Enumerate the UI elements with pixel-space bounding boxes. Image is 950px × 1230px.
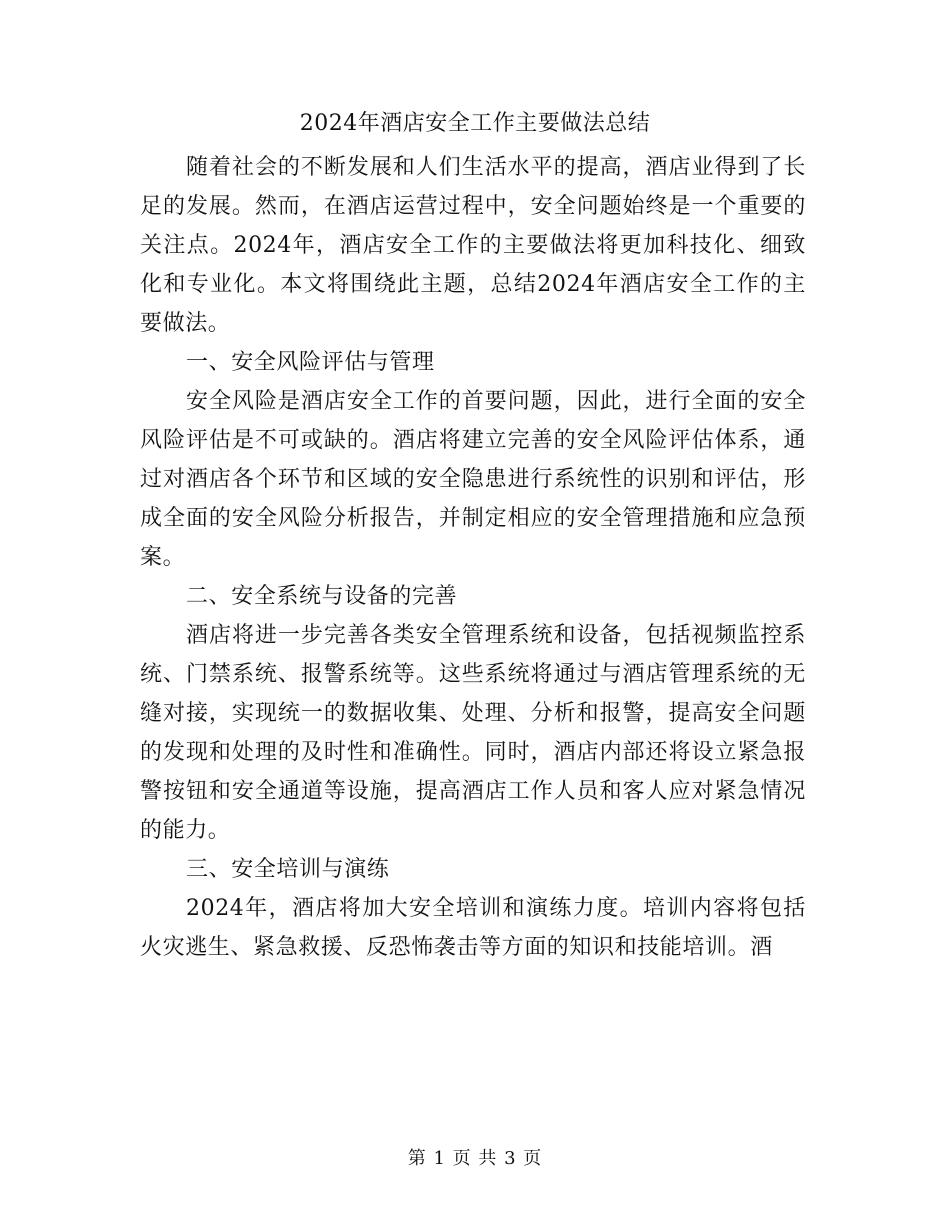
- document-body: [140, 148, 806, 967]
- section-body-training-drills: 2024年，酒店将加大安全培训和演练力度。培训内容将包括火灾逃生、紧急救援、反恐怖袭击等方面的知识和技能培训。酒: [140, 896, 806, 960]
- section-heading-security-systems: 二、安全系统与设备的完善: [186, 584, 458, 609]
- section-body-risk-assessment: 安全风险是酒店安全工作的首要问题，因此，进行全面的安全风险评估是不可或缺的。酒店将建立完善的安全风险评估体系，通过对酒店各个环节和区域的安全隐患进行系统性的识别和评估，形成全面的安全风险分析报告，并制定相应的安全管理措施和应急预案。: [140, 389, 806, 570]
- intro-paragraph: 随着社会的不断发展和人们生活水平的提高，酒店业得到了长足的发展。然而，在酒店运营过程中，安全问题始终是一个重要的关注点。2024年，酒店安全工作的主要做法将更加科技化、细致化和专业化。本文将围绕此主题，总结2024年酒店安全工作的主要做法。: [140, 155, 806, 336]
- section-body-security-systems: 酒店将进一步完善各类安全管理系统和设备，包括视频监控系统、门禁系统、报警系统等。这些系统将通过与酒店管理系统的无缝对接，实现统一的数据收集、处理、分析和报警，提高安全问题的发现和处理的及时性和准确性。同时，酒店内部还将设立紧急报警按钮和安全通道等设施，提高酒店工作人员和客人应对紧急情况的能力。: [140, 623, 806, 843]
- page-title: 2024年酒店安全工作主要做法总结: [299, 111, 651, 136]
- section-heading-training-drills: 三、安全培训与演练: [186, 857, 390, 882]
- page-footer: 第 1 页 共 3 页: [407, 1148, 543, 1169]
- section-heading-risk-assessment: 一、安全风险评估与管理: [186, 350, 435, 375]
